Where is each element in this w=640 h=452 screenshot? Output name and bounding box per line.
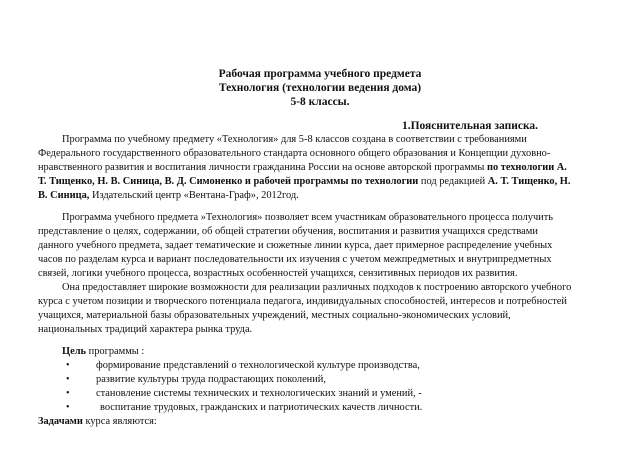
bullet-item-4: воспитание трудовых, гражданских и патриотических качеств личности. — [100, 402, 423, 413]
goal-line — [62, 345, 628, 359]
para1-line-1: Программа по учебному предмету «Технология» для 5-8 классов создана в соответствии с требованиями — [62, 134, 527, 145]
tasks-label: Задачами — [38, 416, 83, 427]
para1-editors-bold: А. Т. Тищенко, Н. — [487, 176, 571, 187]
para1-line-3-bold: по технологии А. — [486, 162, 567, 173]
para2-line-2: представление о целях, содержании, об общей стратегии обучения, воспитания и развития учащихся средствами — [38, 226, 538, 237]
bullet-glyph: • — [66, 360, 70, 371]
para1-authors-bold: Т. Тищенко, Н. В. Синица, В. Д. Симоненко и рабочей программы по технологии — [38, 176, 419, 187]
tasks-rest: курса являются: — [82, 416, 157, 427]
para1-author-bold: В. Синица, — [38, 190, 90, 201]
goal-rest: программы : — [86, 346, 145, 357]
bullet-glyph: • — [66, 374, 70, 385]
para2-line-3: данного учебного предмета, задает тематические и сюжетные линии курса, дает примерное распределение учебных — [38, 240, 553, 251]
bullet-item-2: развитие культуры труда подрастающих поколений, — [96, 374, 326, 385]
para2-line-1: Программа учебного предмета »Технология» позволяет всем участникам образовательного процесса получить — [62, 212, 554, 223]
bullet-item-1: формирование представлений о технологической культуре производства, — [96, 360, 420, 371]
para1-editor-text: под редакцией — [418, 176, 488, 187]
para1-publisher-text: Издательский центр «Вентана-Граф», 2012год. — [89, 190, 299, 201]
para1-line-5 — [38, 189, 604, 203]
para3-line-2: курса с учетом позиции и творческого потенциала педагога, индивидуальных способностей, интересов и потребностей — [38, 296, 567, 307]
para2-line-5: связей, логики учебного процесса, возрастных особенностей учащихся, сензитивных периодов их развития. — [38, 268, 518, 279]
bullet-glyph: • — [66, 402, 70, 413]
para1-line-4 — [38, 175, 604, 189]
para3-line-4: национальных традиций характера рынка труда. — [38, 324, 253, 335]
section-heading: 1.Пояснительная записка. — [401, 120, 539, 132]
para1-line-3-text: нравственного развития и воспитания личности гражданина России на основе авторской программы — [38, 162, 487, 173]
para3-line-1: Она предоставляет широкие возможности для реализации различных подходов к построению авторского учебного — [62, 282, 572, 293]
para3-line-3: учащихся, материальной базы образовательных учреждений, местных социально-экономических условий, — [38, 310, 511, 321]
para1-line-2: Федерального государственного образовательного стандарта основного общего образования и Концепции духовно- — [38, 148, 551, 159]
para1-line-3 — [38, 161, 604, 175]
goal-label: Цель — [62, 346, 87, 357]
doc-title-line-1: Рабочая программа учебного предмета — [218, 68, 422, 80]
doc-title-line-3: 5-8 классы. — [290, 96, 350, 108]
doc-title-line-2: Технология (технологии ведения дома) — [218, 82, 422, 94]
tasks-line — [38, 415, 604, 429]
bullet-item-3: становление системы технических и технологических знаний и умений, - — [96, 388, 422, 399]
para2-line-4: часов по разделам курса и вариант последовательности их изучения с учетом межпредметных и внутрипредметных — [38, 254, 552, 265]
bullet-glyph: • — [66, 388, 70, 399]
